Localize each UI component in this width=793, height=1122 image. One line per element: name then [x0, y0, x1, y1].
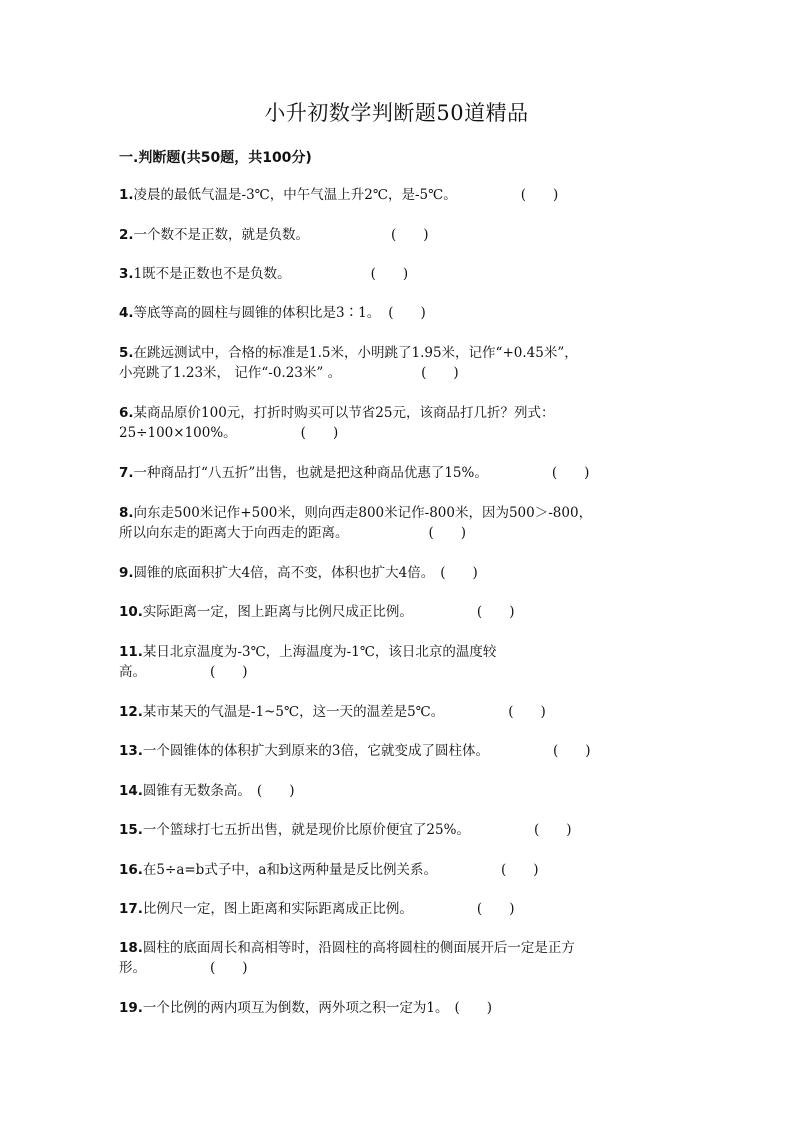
answer-blank[interactable]: ( )	[553, 743, 591, 759]
question-number: 2.	[119, 227, 134, 243]
question-number: 9.	[119, 565, 134, 581]
answer-blank[interactable]: ( )	[533, 822, 572, 838]
question-14	[119, 781, 294, 801]
question-text: 一个比例的两内项互为倒数，两外项之积一定为1。	[142, 1000, 449, 1016]
question-13	[119, 741, 591, 761]
question-text: 向东走500米记作+500米，则向西走800米记作-800米，因为500＞-800，	[133, 505, 593, 521]
question-10	[119, 602, 514, 622]
question-number: 1.	[119, 187, 134, 203]
question-17	[119, 899, 514, 919]
question-number: 3.	[119, 266, 134, 282]
question-number: 13.	[119, 743, 143, 759]
question-number: 15.	[119, 822, 143, 838]
answer-blank[interactable]: ( )	[551, 465, 590, 481]
question-text: 圆锥有无数条高。	[142, 783, 251, 799]
question-12	[119, 702, 546, 722]
question-7	[119, 463, 589, 483]
question-number: 5.	[119, 345, 134, 361]
answer-blank[interactable]: ( )	[421, 365, 459, 381]
question-6	[119, 403, 554, 443]
question-number: 4.	[119, 305, 134, 321]
question-text: 比例尺一定，图上距离和实际距离成正比例。	[142, 901, 413, 917]
question-text: 在跳远测试中，合格的标准是1.5米，小明跳了1.95米，记作“+0.45米”，	[133, 345, 578, 361]
question-18	[119, 938, 575, 978]
question-text: 某商品原价100元，打折时购买可以节省25元，该商品打几折？列式：	[133, 405, 555, 421]
question-text-line2: 高。	[119, 664, 146, 680]
question-number: 14.	[119, 783, 143, 799]
question-text: 某日北京温度为-3℃，上海温度为-1℃，该日北京的温度较	[142, 644, 497, 660]
question-number: 18.	[119, 940, 143, 956]
question-text: 在5÷a=b式子中，a和b这两种量是反比例关系。	[142, 862, 438, 878]
question-text: 一种商品打“八五折”出售，也就是把这种商品优惠了15%。	[133, 465, 488, 481]
question-text: 圆锥的底面积扩大4倍，高不变，体积也扩大4倍。	[133, 565, 435, 581]
question-text-line2: 所以向东走的距离大于向西走的距离。	[119, 525, 349, 541]
question-number: 17.	[119, 901, 143, 917]
question-text: 某市某天的气温是-1~5℃，这一天的温差是5℃。	[142, 704, 445, 720]
question-number: 6.	[119, 405, 134, 421]
question-text: 1既不是正数也不是负数。	[133, 266, 291, 282]
question-9	[119, 563, 478, 583]
answer-blank[interactable]: ( )	[370, 266, 409, 282]
question-text: 圆柱的底面周长和高相等时，沿圆柱的高将圆柱的侧面展开后一定是正方	[142, 940, 575, 956]
answer-blank[interactable]: ( )	[391, 227, 429, 243]
question-text-line2: 25÷100×100%。	[119, 425, 237, 441]
answer-blank[interactable]: ( )	[388, 305, 426, 321]
question-number: 12.	[119, 704, 143, 720]
document-title: 小升初数学判断题50道精品	[264, 101, 529, 125]
question-4	[119, 303, 426, 323]
answer-blank[interactable]: ( )	[454, 1000, 493, 1016]
section-heading: 一.判断题(共50题，共100分)	[119, 150, 312, 166]
answer-blank[interactable]: ( )	[210, 664, 248, 680]
question-16	[119, 860, 539, 880]
question-text: 一个篮球打七五折出售，就是现价比原价便宜了25%。	[142, 822, 470, 838]
question-text: 一个数不是正数，就是负数。	[133, 227, 310, 243]
question-1	[119, 185, 558, 205]
answer-blank[interactable]: ( )	[428, 525, 467, 541]
answer-blank[interactable]: ( )	[300, 425, 339, 441]
answer-blank[interactable]: ( )	[520, 187, 559, 203]
question-number: 16.	[119, 862, 143, 878]
answer-blank[interactable]: ( )	[508, 704, 546, 720]
answer-blank[interactable]: ( )	[476, 604, 515, 620]
question-number: 7.	[119, 465, 134, 481]
question-text-line2: 形。	[119, 960, 146, 976]
question-text: 实际距离一定，图上距离与比例尺成正比例。	[142, 604, 413, 620]
answer-blank[interactable]: ( )	[210, 960, 248, 976]
question-text: 凌晨的最低气温是-3℃，中午气温上升2℃，是-5℃。	[133, 187, 457, 203]
question-11	[119, 642, 496, 682]
answer-blank[interactable]: ( )	[501, 862, 539, 878]
question-number: 19.	[119, 1000, 143, 1016]
question-15	[119, 820, 571, 840]
question-number: 8.	[119, 505, 134, 521]
answer-blank[interactable]: ( )	[476, 901, 515, 917]
question-text: 一个圆锥体的体积扩大到原来的3倍，它就变成了圆柱体。	[142, 743, 490, 759]
question-5	[119, 343, 578, 383]
answer-blank[interactable]: ( )	[440, 565, 478, 581]
question-text: 等底等高的圆柱与圆锥的体积比是3∶1。	[133, 305, 381, 321]
question-2	[119, 225, 429, 245]
question-number: 11.	[119, 644, 143, 660]
answer-blank[interactable]: ( )	[256, 783, 295, 799]
question-19	[119, 998, 492, 1018]
question-number: 10.	[119, 604, 143, 620]
question-8	[119, 503, 592, 543]
question-text-line2: 小亮跳了1.23米， 记作“-0.23米” 。	[119, 365, 342, 381]
question-3	[119, 264, 408, 284]
